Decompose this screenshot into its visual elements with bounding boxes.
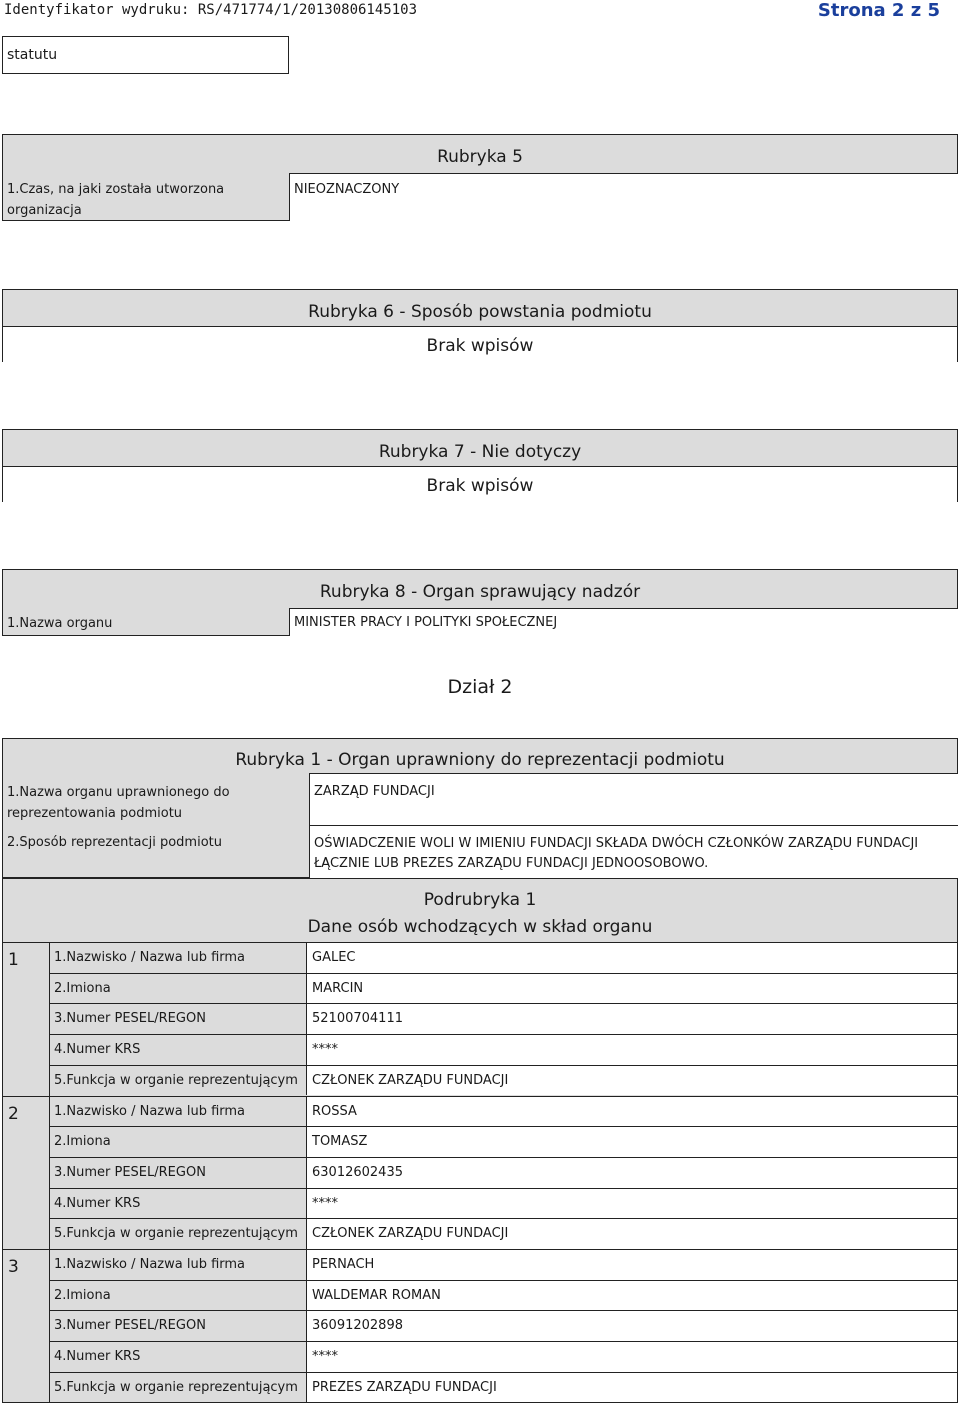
person-field-label: 4.Numer KRS: [54, 1349, 141, 1365]
person-value-cell: [306, 1249, 958, 1280]
person-funkcja: CZŁONEK ZARZĄDU FUNDACJI: [312, 1226, 509, 1242]
dzial-title: Dział 2: [447, 676, 513, 698]
person-nazwisko: GALEC: [312, 950, 356, 965]
person-imiona: TOMASZ: [312, 1134, 368, 1150]
rubryka6-value-cell: [3, 326, 957, 362]
print-identifier: Identyfikator wydruku: RS/471774/1/20130806145103: [4, 2, 418, 18]
person-krs: ****: [312, 1195, 338, 1211]
person-funkcja: CZŁONEK ZARZĄDU FUNDACJI: [312, 1072, 509, 1088]
rubryka8-value: MINISTER PRACY I POLITYKI SPOŁECZNEJ: [294, 615, 558, 630]
person-value-cell: [306, 1310, 958, 1341]
statutu-text: statutu: [7, 47, 58, 63]
person-field-label: 2.Imiona: [54, 980, 111, 996]
person-index: 3: [8, 1257, 19, 1277]
rubryka1-label2: 2.Sposób reprezentacji podmiotu: [7, 835, 222, 850]
person-field-label: 5.Funkcja w organie reprezentującym: [54, 1226, 298, 1242]
person-value-cell: [306, 1188, 958, 1219]
row-divider: [50, 1249, 306, 1250]
rubryka8-label: 1.Nazwa organu: [7, 616, 113, 631]
person-nazwisko: PERNACH: [312, 1257, 375, 1272]
row-divider: [50, 1218, 306, 1219]
person-value-cell: [306, 1034, 958, 1065]
page-number: Strona 2 z 5: [817, 0, 940, 21]
row-divider: [50, 1372, 306, 1373]
rubryka6-value: Brak wpisów: [426, 336, 534, 356]
person-krs: ****: [312, 1349, 338, 1365]
person-krs: ****: [312, 1042, 338, 1058]
person-field-label: 2.Imiona: [54, 1134, 111, 1150]
person-value-cell: [306, 1096, 958, 1127]
person-index: 1: [8, 950, 19, 970]
person-value-cell: [306, 1157, 958, 1188]
rubryka7-value-cell: [3, 466, 957, 502]
person-nazwisko: ROSSA: [312, 1103, 357, 1119]
rubryka8-value-cell: [289, 608, 958, 636]
rubryka1-value1-cell: [309, 773, 958, 825]
row-divider: [50, 942, 306, 943]
person-funkcja: PREZES ZARZĄDU FUNDACJI: [312, 1379, 497, 1395]
rubryka1-value2-cell: [309, 825, 958, 878]
rubryka8-section: [2, 569, 958, 636]
podrubryka-title: Podrubryka 1: [423, 890, 537, 910]
row-divider: [50, 1280, 306, 1281]
podrubryka-subtitle: Dane osób wchodzących w skład organu: [307, 917, 653, 937]
person-pesel: 63012602435: [312, 1164, 403, 1180]
row-divider: [50, 1341, 306, 1342]
rubryka5-value-cell: [289, 173, 958, 221]
rubryka5-value: NIEOZNACZONY: [294, 182, 400, 197]
rubryka1-section: [2, 738, 958, 878]
person-field-label: 1.Nazwisko / Nazwa lub firma: [54, 1103, 246, 1119]
rubryka5-title: Rubryka 5: [437, 147, 523, 167]
person-field-label: 5.Funkcja w organie reprezentującym: [54, 1072, 298, 1088]
rubryka8-title: Rubryka 8 - Organ sprawujący nadzór: [319, 582, 641, 602]
person-value-cell: [306, 1126, 958, 1157]
row-divider: [50, 1003, 306, 1004]
rubryka1-value1: ZARZĄD FUNDACJI: [314, 784, 435, 799]
person-field-label: 5.Funkcja w organie reprezentującym: [54, 1379, 298, 1395]
row-divider: [50, 1310, 306, 1311]
rubryka1-title: Rubryka 1 - Organ uprawniony do reprezentacji podmiotu: [235, 750, 725, 770]
person-index: 2: [8, 1103, 19, 1124]
person-imiona: MARCIN: [312, 980, 364, 996]
rubryka1-value2: OŚWIADCZENIE WOLI W IMIENIU FUNDACJI SKŁADA DWÓCH CZŁONKÓW ZARZĄDU FUNDACJI ŁĄCZNIE LUB PREZES ZARZĄDU FUNDACJI JEDNOOSOBOWO.: [314, 836, 919, 871]
rubryka5-section: [2, 134, 958, 221]
person-value-cell: [306, 1003, 958, 1034]
person-field-label: 2.Imiona: [54, 1287, 111, 1303]
person-field-label: 3.Numer PESEL/REGON: [54, 1164, 206, 1180]
person-field-label: 4.Numer KRS: [54, 1042, 141, 1058]
rubryka5-label: 1.Czas, na jaki została utworzona organizacja: [7, 182, 225, 218]
person-value-cell: [306, 1341, 958, 1372]
row-divider: [50, 973, 306, 974]
person-value-cell: [306, 973, 958, 1004]
rubryka7-section: [2, 429, 958, 502]
person-pesel: 52100704111: [312, 1011, 403, 1027]
person-field-label: 1.Nazwisko / Nazwa lub firma: [54, 1257, 246, 1272]
person-field-label: 3.Numer PESEL/REGON: [54, 1318, 206, 1334]
row-divider: [50, 1096, 306, 1097]
row-divider: [50, 1034, 306, 1035]
row-divider: [50, 1188, 306, 1189]
rubryka7-title: Rubryka 7 - Nie dotyczy: [378, 442, 582, 462]
person-pesel: 36091202898: [312, 1318, 403, 1334]
row-divider: [50, 1126, 306, 1127]
row-divider: [50, 1157, 306, 1158]
rubryka6-section: [2, 289, 958, 362]
person-value-cell: [306, 942, 958, 973]
person-imiona: WALDEMAR ROMAN: [312, 1287, 441, 1303]
rubryka6-title: Rubryka 6 - Sposób powstania podmiotu: [308, 302, 652, 322]
person-field-label: 4.Numer KRS: [54, 1195, 141, 1211]
person-field-label: 3.Numer PESEL/REGON: [54, 1011, 206, 1027]
row-divider: [50, 1065, 306, 1066]
rubryka1-label1: 1.Nazwa organu uprawnionego do reprezentowania podmiotu: [7, 785, 230, 821]
rubryka7-value: Brak wpisów: [426, 476, 534, 496]
person-field-label: 1.Nazwisko / Nazwa lub firma: [54, 950, 246, 965]
statutu-cell: [2, 36, 289, 74]
